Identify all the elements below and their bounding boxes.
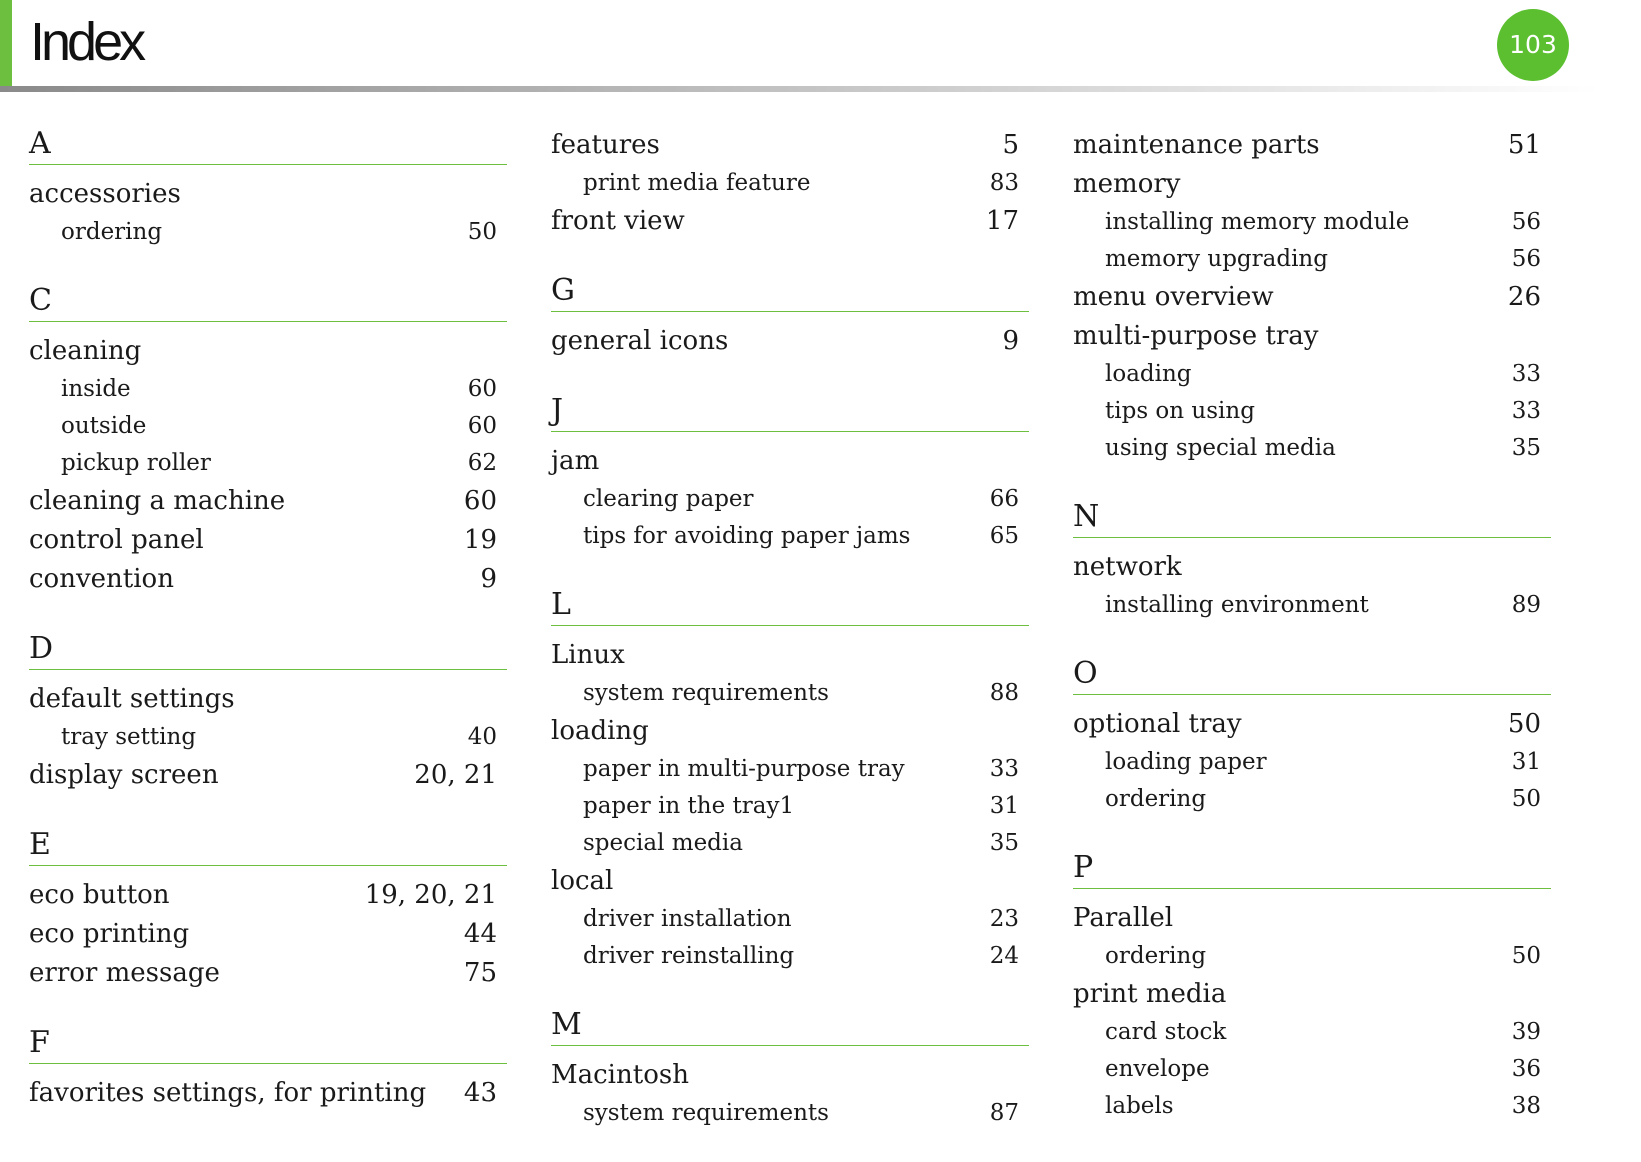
index-subentry: [551, 1095, 1029, 1132]
section-letter: M: [551, 1007, 582, 1042]
index-subentry: [29, 371, 507, 408]
index-section: [551, 391, 1029, 555]
index-subentry: [29, 719, 507, 756]
index-entry: [29, 1074, 507, 1113]
entry-page: 23: [989, 906, 1019, 932]
entry-page: 83: [989, 170, 1019, 196]
entry-term: accessories: [29, 179, 181, 209]
index-entry: [1073, 126, 1551, 165]
entry-page: 40: [467, 724, 497, 750]
entry-page: 60: [467, 376, 497, 402]
index-entry: [551, 712, 1029, 751]
entry-page: 50: [467, 219, 497, 245]
entry-term: print media: [1073, 979, 1227, 1009]
entry-page: 50: [1511, 943, 1541, 969]
section-letter: O: [1073, 656, 1098, 691]
entry-term: eco printing: [29, 919, 190, 949]
entry-term: menu overview: [1073, 282, 1274, 312]
entry-term: multi-purpose tray: [1073, 321, 1319, 351]
entry-term: installing memory module: [1105, 209, 1410, 235]
entry-term: using special media: [1105, 435, 1336, 461]
index-entry: [1073, 975, 1551, 1014]
section-divider: [29, 865, 507, 866]
entry-term: loading: [1105, 361, 1192, 387]
index-column-2: [551, 124, 1029, 1162]
index-section: [551, 1005, 1029, 1132]
entry-term: tips on using: [1105, 398, 1255, 424]
entry-term: special media: [583, 830, 743, 856]
index-subentry: [1073, 430, 1551, 467]
entry-page: 17: [985, 206, 1019, 236]
entry-page: 87: [989, 1100, 1019, 1126]
entry-page: 89: [1511, 592, 1541, 618]
section-letter: D: [29, 631, 54, 666]
index-subentry: [551, 751, 1029, 788]
index-entry: [29, 756, 507, 795]
entry-page: 26: [1507, 282, 1541, 312]
entry-page: 33: [1511, 361, 1541, 387]
section-divider: [551, 311, 1029, 312]
entry-term: Macintosh: [551, 1060, 689, 1090]
index-entry: [551, 442, 1029, 481]
section-letter: F: [29, 1025, 50, 1060]
entry-term: memory: [1073, 169, 1181, 199]
index-entry: [29, 915, 507, 954]
entry-term: installing environment: [1105, 592, 1369, 618]
entry-page: 65: [989, 523, 1019, 549]
index-entry: [551, 322, 1029, 361]
entry-term: ordering: [1105, 943, 1207, 969]
entry-term: jam: [551, 446, 600, 476]
entry-term: envelope: [1105, 1056, 1210, 1082]
entry-term: loading: [551, 716, 649, 746]
entry-term: outside: [61, 413, 147, 439]
entry-term: eco button: [29, 880, 170, 910]
entry-term: default settings: [29, 684, 235, 714]
entry-page: 62: [467, 450, 497, 476]
index-entry: [551, 202, 1029, 241]
index-section: [551, 271, 1029, 361]
index-subentry: [551, 788, 1029, 825]
section-divider: [1073, 537, 1551, 538]
page-title: Index: [30, 12, 143, 72]
section-letter: N: [1073, 499, 1100, 534]
index-entry: [29, 482, 507, 521]
index-section: [551, 124, 1029, 241]
entry-term: system requirements: [583, 680, 829, 706]
entry-page: 50: [1511, 786, 1541, 812]
index-subentry: [1073, 356, 1551, 393]
entry-term: driver installation: [583, 906, 792, 932]
index-entry: [1073, 317, 1551, 356]
entry-term: display screen: [29, 760, 219, 790]
entry-term: general icons: [551, 326, 729, 356]
entry-page: 60: [467, 413, 497, 439]
entry-term: cleaning a machine: [29, 486, 286, 516]
entry-page: 5: [1002, 130, 1019, 160]
entry-term: memory upgrading: [1105, 246, 1328, 272]
index-entry: [29, 954, 507, 993]
entry-term: error message: [29, 958, 220, 988]
entry-term: ordering: [1105, 786, 1207, 812]
index-entry: [29, 175, 507, 214]
index-subentry: [1073, 393, 1551, 430]
section-divider: [551, 625, 1029, 626]
index-entry: [29, 521, 507, 560]
index-subentry: [1073, 1051, 1551, 1088]
entry-term: features: [551, 130, 660, 160]
entry-page: 36: [1511, 1056, 1541, 1082]
entry-page: 44: [463, 919, 497, 949]
index-section: [29, 124, 507, 251]
entry-page: 39: [1511, 1019, 1541, 1045]
entry-term: tips for avoiding paper jams: [583, 523, 911, 549]
page-number-badge: 103: [1497, 9, 1569, 81]
entry-page: 60: [463, 486, 497, 516]
index-subentry: [1073, 241, 1551, 278]
entry-term: convention: [29, 564, 174, 594]
entry-page: 31: [1511, 749, 1541, 775]
entry-page: 31: [989, 793, 1019, 819]
index-entry: [551, 1056, 1029, 1095]
entry-page: 33: [1511, 398, 1541, 424]
entry-term: system requirements: [583, 1100, 829, 1126]
index-subentry: [1073, 1014, 1551, 1051]
entry-page: 9: [480, 564, 497, 594]
index-subentry: [551, 825, 1029, 862]
index-entry: [29, 876, 507, 915]
page-header: [0, 0, 1641, 100]
index-subentry: [551, 165, 1029, 202]
section-divider: [29, 321, 507, 322]
index-column-3: [1073, 124, 1551, 1155]
section-divider: [29, 1063, 507, 1064]
index-section: [551, 585, 1029, 975]
entry-term: optional tray: [1073, 709, 1242, 739]
section-letter: C: [29, 283, 52, 318]
index-subentry: [1073, 587, 1551, 624]
index-section: [1073, 654, 1551, 818]
entry-page: 20, 21: [414, 760, 497, 790]
entry-page: 51: [1507, 130, 1541, 160]
entry-term: labels: [1105, 1093, 1174, 1119]
entry-term: Linux: [551, 640, 625, 670]
entry-page: 35: [1511, 435, 1541, 461]
section-letter: J: [551, 393, 564, 428]
index-subentry: [1073, 204, 1551, 241]
entry-page: 9: [1002, 326, 1019, 356]
section-letter: A: [29, 126, 51, 161]
index-section: [1073, 124, 1551, 467]
index-subentry: [551, 518, 1029, 555]
index-entry: [29, 560, 507, 599]
section-divider: [1073, 888, 1551, 889]
index-subentry: [551, 675, 1029, 712]
index-subentry: [551, 481, 1029, 518]
entry-term: loading paper: [1105, 749, 1267, 775]
entry-term: cleaning: [29, 336, 142, 366]
section-letter: E: [29, 827, 51, 862]
index-section: [29, 825, 507, 993]
index-entry: [29, 332, 507, 371]
entry-term: Parallel: [1073, 903, 1174, 933]
entry-term: paper in multi-purpose tray: [583, 756, 905, 782]
index-subentry: [29, 445, 507, 482]
entry-term: paper in the tray1: [583, 793, 795, 819]
index-entry: [1073, 899, 1551, 938]
index-subentry: [29, 408, 507, 445]
entry-term: maintenance parts: [1073, 130, 1320, 160]
entry-term: clearing paper: [583, 486, 754, 512]
index-entry: [1073, 165, 1551, 204]
section-divider: [29, 164, 507, 165]
entry-page: 24: [989, 943, 1019, 969]
index-subentry: [551, 938, 1029, 975]
entry-term: control panel: [29, 525, 204, 555]
section-divider: [551, 1045, 1029, 1046]
entry-term: inside: [61, 376, 131, 402]
index-entry: [551, 862, 1029, 901]
entry-term: tray setting: [61, 724, 197, 750]
entry-page: 75: [463, 958, 497, 988]
section-letter: L: [551, 587, 571, 622]
index-subentry: [1073, 1088, 1551, 1125]
index-section: [1073, 848, 1551, 1125]
entry-page: 33: [989, 756, 1019, 782]
entry-term: local: [551, 866, 614, 896]
index-entry: [29, 680, 507, 719]
entry-term: card stock: [1105, 1019, 1227, 1045]
section-divider: [29, 669, 507, 670]
entry-term: front view: [551, 206, 685, 236]
index-entry: [551, 126, 1029, 165]
entry-term: ordering: [61, 219, 163, 245]
index-entry: [1073, 705, 1551, 744]
entry-page: 43: [463, 1078, 497, 1108]
entry-term: print media feature: [583, 170, 811, 196]
entry-page: 38: [1511, 1093, 1541, 1119]
entry-term: network: [1073, 552, 1182, 582]
entry-page: 56: [1511, 209, 1541, 235]
entry-page: 19: [463, 525, 497, 555]
index-subentry: [29, 214, 507, 251]
entry-page: 66: [989, 486, 1019, 512]
index-column-1: [29, 124, 507, 1143]
index-section: [29, 281, 507, 599]
section-letter: P: [1073, 850, 1094, 885]
index-entry: [551, 636, 1029, 675]
entry-page: 35: [989, 830, 1019, 856]
section-divider: [1073, 694, 1551, 695]
index-entry: [1073, 548, 1551, 587]
index-subentry: [551, 901, 1029, 938]
entry-term: favorites settings, for printing: [29, 1078, 427, 1108]
entry-page: 88: [989, 680, 1019, 706]
index-section: [29, 1023, 507, 1113]
index-section: [29, 629, 507, 795]
index-subentry: [1073, 744, 1551, 781]
header-divider: [0, 86, 1600, 92]
entry-term: driver reinstalling: [583, 943, 795, 969]
entry-page: 56: [1511, 246, 1541, 272]
index-section: [1073, 497, 1551, 624]
index-entry: [1073, 278, 1551, 317]
entry-term: pickup roller: [61, 450, 211, 476]
section-divider: [551, 431, 1029, 432]
entry-page: 50: [1507, 709, 1541, 739]
index-subentry: [1073, 938, 1551, 975]
accent-bar: [0, 0, 12, 90]
section-letter: G: [551, 273, 575, 308]
entry-page: 19, 20, 21: [364, 880, 497, 910]
index-subentry: [1073, 781, 1551, 818]
